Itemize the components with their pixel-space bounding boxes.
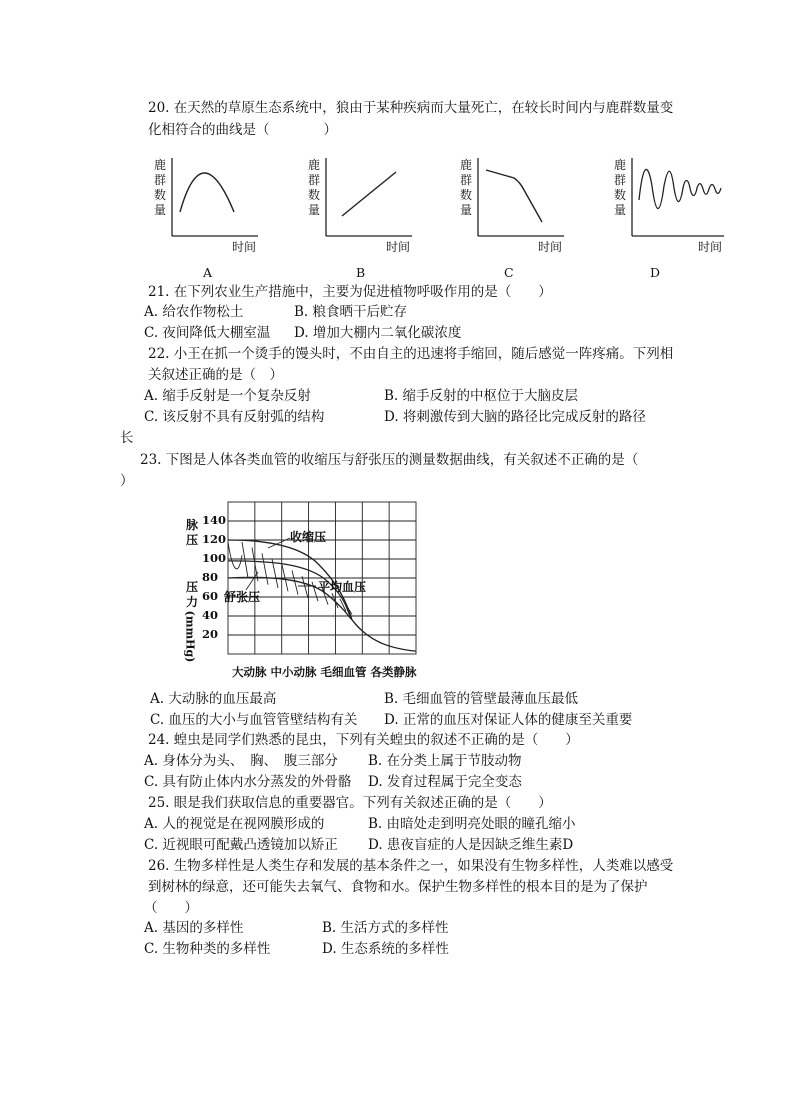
q26-option-b[interactable]: B. 生活方式的多样性 [322,920,449,936]
q22-stem-line2: 关叙述正确的是（ ） [148,367,283,383]
q21-option-d[interactable]: D. 增加大棚内二氧化碳浓度 [294,325,462,341]
x-category: 中小动脉 [270,665,317,679]
y-label-char: 压 [186,580,199,594]
xlabel: 时间 [232,240,257,254]
xlabel: 时间 [698,240,723,254]
ylabel-char: 鹿 [308,158,321,172]
q20-graph-d [612,152,728,256]
ylabel-char: 数 [460,188,473,202]
q20-graph-c [458,152,568,256]
q20-stem-line2: 化相符合的曲线是（ ） [148,122,337,138]
q23-option-d[interactable]: D. 正常的血压对保证人体的健康至关重要 [384,712,633,728]
q24-option-a[interactable]: A. 身体分为头、 胸、 腹三部分 [144,753,338,769]
q23-option-c[interactable]: C. 血压的大小与血管管壁结构有关 [150,712,358,728]
ylabel-char: 量 [308,203,321,217]
ylabel-char: 量 [460,203,473,217]
q24-option-c[interactable]: C. 具有防止体内水分蒸发的外骨骼 [144,774,352,790]
mean-label: 平均血压 [318,580,367,594]
q24-option-b[interactable]: B. 在分类上属于节肢动物 [368,753,522,769]
ylabel-char: 群 [308,173,321,187]
ylabel-char: 群 [460,173,473,187]
q23-stem-line2: ） [120,473,134,489]
q26-stem-line1: 26. 生物多样性是人类生存和发展的基本条件之一，如果没有生物多样性，人类难以感受 [148,858,674,874]
q22-option-d[interactable]: D. 将刺激传到大脑的路径比完成反射的路径 [384,409,646,425]
x-category: 各类静脉 [370,665,417,679]
q25-option-d[interactable]: D. 患夜盲症的人是因缺乏维生素D [368,837,574,853]
q23-option-a[interactable]: A. 大动脉的血压最高 [150,691,277,707]
ylabel-char: 鹿 [460,158,473,172]
q25-option-a[interactable]: A. 人的视觉是在视网膜形成的 [144,816,325,832]
q26-option-c[interactable]: C. 生物种类的多样性 [144,941,271,957]
q20-label-c: C [504,265,514,280]
q25-stem: 25. 眼是我们获取信息的重要器官。下列有关叙述正确的是（ ） [148,795,552,811]
y-label-char: 力 [186,595,199,609]
diastolic-label: 舒张压 [224,590,261,604]
q26-stem-line3: （ ） [144,900,198,916]
q21-stem: 21. 在下列农业生产措施中，主要为促进植物呼吸作用的是（ ） [148,284,552,300]
q25-option-c[interactable]: C. 近视眼可配戴凸透镜加以矫正 [144,837,338,853]
q21-option-b[interactable]: B. 粮食晒干后贮存 [294,304,408,320]
q22-option-d-wrap: 长 [120,430,134,446]
q22-stem-line1: 22. 小王在抓一个烫手的馒头时，不由自主的迅速将手缩回，随后感觉一阵疼痛。下列相 [148,346,674,362]
q23-blood-pressure-chart [180,494,430,684]
y-tick-label: 140 [202,513,227,527]
xlabel: 时间 [386,240,411,254]
q25-option-b[interactable]: B. 由暗处走到明亮处眼的瞳孔缩小 [368,816,576,832]
xlabel: 时间 [538,240,563,254]
q22-option-c[interactable]: C. 该反射不具有反射弧的结构 [144,409,325,425]
ylabel-char: 群 [154,173,167,187]
q21-option-c[interactable]: C. 夜间降低大棚室温 [144,325,271,341]
q20-label-d: D [650,265,661,280]
y-tick-label: 60 [202,589,219,603]
q20-graph-a [152,152,262,256]
y-tick-label: 40 [202,608,219,622]
q20-label-b: B [356,265,366,280]
ylabel-char: 鹿 [614,158,627,172]
ylabel-char: 数 [308,188,321,202]
ylabel-char: 群 [614,173,627,187]
y-tick-label: 120 [202,532,227,546]
q20-stem-line1: 20. 在天然的草原生态系统中，狼由于某种疾病而大量死亡，在较长时间内与鹿群数量变 [148,100,674,116]
ylabel-char: 量 [154,203,167,217]
q23-option-b[interactable]: B. 毛细血管的管壁最薄血压最低 [384,691,579,707]
y-tick-label: 80 [202,570,219,584]
ylabel-char: 鹿 [154,158,167,172]
q20-label-a: A [203,265,213,280]
systolic-label: 收缩压 [290,530,327,544]
q20-graph-b [306,152,416,256]
y-label-char: 脉 [186,518,199,532]
y-label-char: 压 [186,533,199,547]
q24-option-d[interactable]: D. 发育过程属于完全变态 [368,774,522,790]
q22-option-a[interactable]: A. 缩手反射是一个复杂反射 [144,388,311,404]
q23-stem-line1: 23. 下图是人体各类血管的收缩压与舒张压的测量数据曲线，有关叙述不正确的是（ [140,452,639,468]
y-tick-label: 20 [202,627,219,641]
ylabel-char: 数 [614,188,627,202]
y-tick-label: 100 [202,551,227,565]
q24-stem: 24. 蝗虫是同学们熟悉的昆虫，下列有关蝗虫的叙述不正确的是（ ） [148,732,579,748]
q26-option-a[interactable]: A. 基因的多样性 [144,920,244,936]
q26-stem-line2: 到树林的绿意，还可能失去氧气、食物和水。保护生物多样性的根本目的是为了保护 [148,879,648,895]
y-unit-label: (mmHg) [183,610,197,663]
ylabel-char: 量 [614,203,627,217]
x-category: 毛细血管 [320,665,367,679]
q26-option-d[interactable]: D. 生态系统的多样性 [322,941,449,957]
q22-option-b[interactable]: B. 缩手反射的中枢位于大脑皮层 [384,388,579,404]
q21-option-a[interactable]: A. 给农作物松土 [144,304,244,320]
ylabel-char: 数 [154,188,167,202]
x-category: 大动脉 [232,665,267,679]
